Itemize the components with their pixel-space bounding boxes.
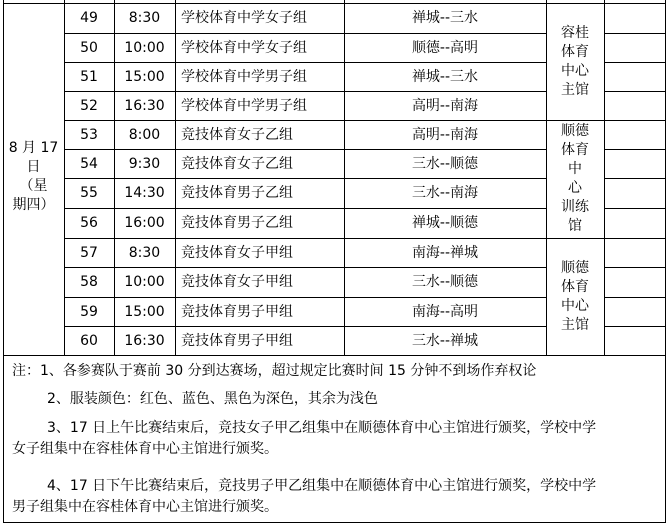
row-time: 16:00 bbox=[124, 215, 165, 231]
note-3-line-1: 3、17 日上午比赛结束后，竞技女子甲乙组集中在顺德体育中心主馆进行颁奖，学校中学 bbox=[47, 420, 597, 436]
row-time: 10:00 bbox=[124, 40, 165, 56]
row-divider-last-col bbox=[604, 326, 665, 327]
date-cell-top bbox=[3, 3, 64, 4]
row-time: 8:30 bbox=[128, 245, 161, 261]
row-group: 竞技体育男子甲组 bbox=[181, 333, 293, 349]
date-cell-line: 8 月 17 bbox=[8, 140, 59, 156]
row-divider bbox=[64, 3, 546, 4]
row-number: 53 bbox=[80, 127, 98, 143]
row-time: 16:30 bbox=[124, 98, 165, 114]
row-time: 14:30 bbox=[124, 185, 165, 201]
venue-line: 心 bbox=[568, 180, 582, 196]
venue-divider bbox=[546, 238, 604, 239]
row-match: 高明--南海 bbox=[411, 127, 479, 143]
venue-line: 容桂 bbox=[561, 25, 589, 41]
row-group: 竞技体育女子乙组 bbox=[181, 156, 293, 172]
venue-line: 训练 bbox=[561, 199, 589, 215]
row-divider-last-col bbox=[604, 267, 665, 268]
row-divider bbox=[64, 178, 546, 179]
date-cell-line: 日 bbox=[26, 159, 41, 175]
row-number: 58 bbox=[80, 274, 98, 290]
venue-line: 主馆 bbox=[561, 317, 589, 333]
row-number: 51 bbox=[80, 69, 98, 85]
row-time: 15:00 bbox=[124, 304, 165, 320]
note-4-line-2: 男子组集中在容桂体育中心主馆进行颁奖。 bbox=[12, 499, 278, 515]
row-divider bbox=[64, 91, 546, 92]
row-time: 8:30 bbox=[128, 10, 161, 26]
row-time: 15:00 bbox=[124, 69, 165, 85]
row-match: 三水--顺德 bbox=[411, 156, 479, 172]
row-match: 南海--禅城 bbox=[411, 245, 479, 261]
row-divider bbox=[64, 297, 546, 298]
row-time: 9:30 bbox=[128, 156, 161, 172]
note-3-line-2: 女子组集中在容桂体育中心主馆进行颁奖。 bbox=[12, 441, 278, 457]
row-number: 60 bbox=[80, 333, 98, 349]
row-divider-last-col bbox=[604, 3, 665, 4]
row-match: 三水--禅城 bbox=[411, 333, 479, 349]
row-number: 55 bbox=[80, 185, 98, 201]
row-number: 57 bbox=[80, 245, 98, 261]
row-divider bbox=[64, 120, 546, 121]
venue-divider bbox=[546, 120, 604, 121]
venue-line: 体育 bbox=[561, 142, 589, 158]
notes-border-left bbox=[3, 355, 4, 522]
venue-line: 馆 bbox=[568, 218, 582, 234]
row-divider-last-col bbox=[604, 238, 665, 239]
row-divider-last-col bbox=[604, 178, 665, 179]
row-group: 竞技体育女子甲组 bbox=[181, 274, 293, 290]
row-number: 50 bbox=[80, 40, 98, 56]
row-group: 学校体育中学男子组 bbox=[181, 98, 307, 114]
row-divider-last-col bbox=[604, 208, 665, 209]
row-divider bbox=[64, 267, 546, 268]
row-divider-last-col bbox=[604, 120, 665, 121]
row-group: 竞技体育女子甲组 bbox=[181, 245, 293, 261]
row-number: 59 bbox=[80, 304, 98, 320]
row-divider-last-col bbox=[604, 33, 665, 34]
table-bottom-rule bbox=[3, 355, 665, 356]
row-match: 顺德--高明 bbox=[411, 40, 479, 56]
row-group: 学校体育中学女子组 bbox=[181, 40, 307, 56]
venue-line: 主馆 bbox=[561, 82, 589, 98]
row-match: 禅城--顺德 bbox=[411, 215, 479, 231]
row-divider-last-col bbox=[604, 91, 665, 92]
page-border-right bbox=[665, 0, 666, 522]
venue-line: 中心 bbox=[561, 63, 589, 79]
note-4-line-1: 4、17 日下午比赛结束后，竞技男子甲乙组集中在顺德体育中心主馆进行颁奖，学校中学 bbox=[47, 478, 597, 494]
venue-line: 体育 bbox=[561, 279, 589, 295]
row-divider-last-col bbox=[604, 62, 665, 63]
row-match: 三水--顺德 bbox=[411, 274, 479, 290]
row-divider bbox=[64, 326, 546, 327]
row-divider bbox=[64, 33, 546, 34]
row-time: 8:00 bbox=[128, 127, 161, 143]
row-match: 南海--高明 bbox=[411, 304, 479, 320]
row-group: 竞技体育男子乙组 bbox=[181, 215, 293, 231]
venue-line: 中 bbox=[568, 161, 582, 177]
row-divider bbox=[64, 149, 546, 150]
date-cell-line: （星 bbox=[19, 178, 48, 194]
row-group: 学校体育中学男子组 bbox=[181, 69, 307, 85]
row-group: 竞技体育男子乙组 bbox=[181, 185, 293, 201]
row-group: 竞技体育女子乙组 bbox=[181, 127, 293, 143]
venue-line: 顺德 bbox=[561, 260, 589, 276]
row-match: 禅城--三水 bbox=[411, 10, 479, 26]
row-divider bbox=[64, 238, 546, 239]
row-divider bbox=[64, 208, 546, 209]
row-number: 52 bbox=[80, 98, 98, 114]
notes-border-bottom bbox=[3, 522, 666, 523]
venue-line: 中心 bbox=[561, 298, 589, 314]
row-divider-last-col bbox=[604, 297, 665, 298]
venue-line: 体育 bbox=[561, 44, 589, 60]
note-2: 2、服装颜色：红色、蓝色、黑色为深色，其余为浅色 bbox=[47, 391, 378, 407]
row-time: 16:30 bbox=[124, 333, 165, 349]
row-match: 禅城--三水 bbox=[411, 69, 479, 85]
row-number: 54 bbox=[80, 156, 98, 172]
row-match: 高明--南海 bbox=[411, 98, 479, 114]
row-number: 56 bbox=[80, 215, 98, 231]
date-cell-line: 期四） bbox=[12, 197, 55, 213]
row-group: 学校体育中学女子组 bbox=[181, 10, 307, 26]
venue-divider bbox=[546, 3, 604, 4]
row-divider bbox=[64, 62, 546, 63]
row-divider-last-col bbox=[604, 149, 665, 150]
note-1: 注：1、各参赛队于赛前 30 分到达赛场，超过规定比赛时间 15 分钟不到场作弃权论 bbox=[12, 363, 537, 379]
row-match: 三水--南海 bbox=[411, 185, 479, 201]
row-group: 竞技体育男子甲组 bbox=[181, 304, 293, 320]
venue-line: 顺德 bbox=[561, 123, 589, 139]
row-number: 49 bbox=[80, 10, 98, 26]
row-time: 10:00 bbox=[124, 274, 165, 290]
